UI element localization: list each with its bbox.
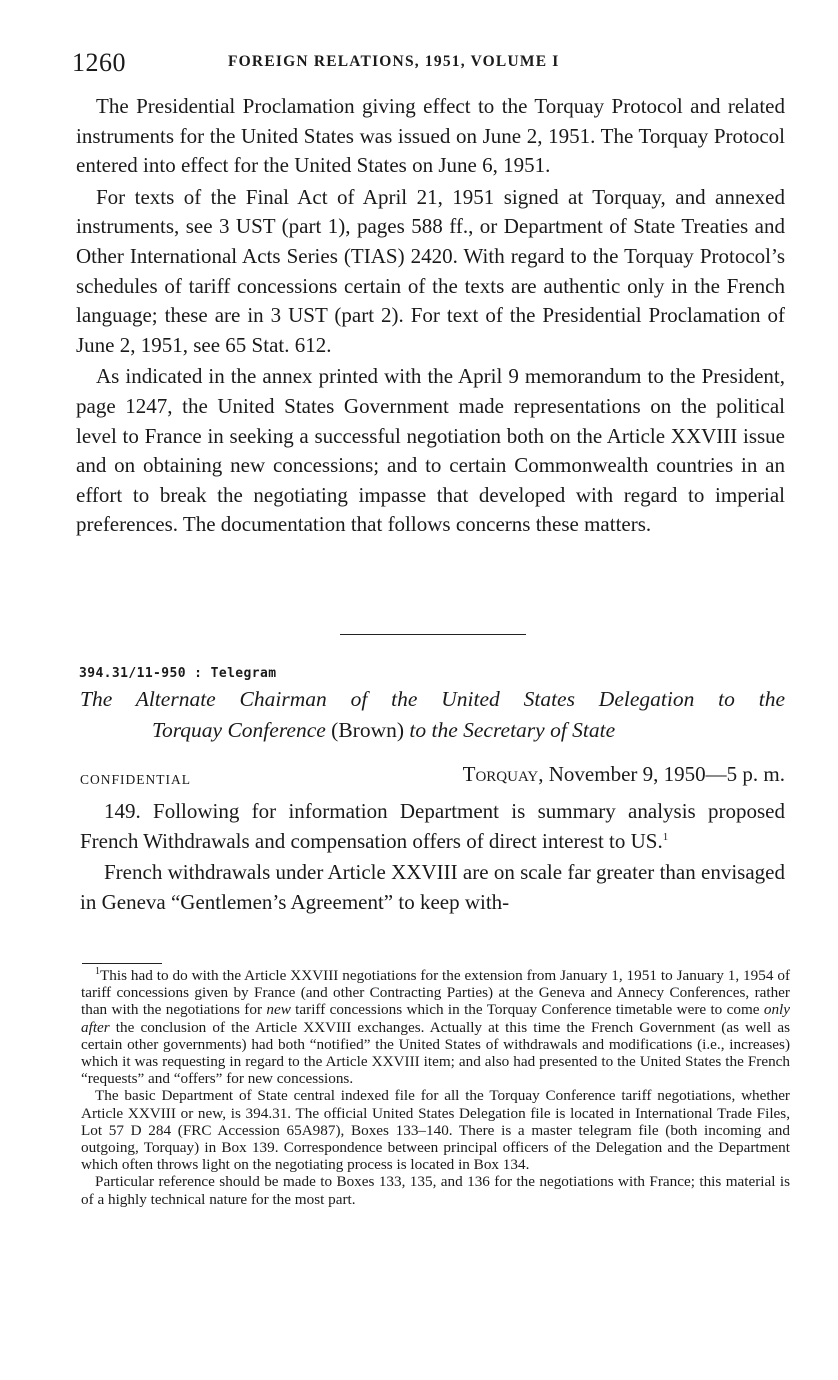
running-title: FOREIGN RELATIONS, 1951, VOLUME I [228,53,560,70]
intro-paragraph-1: The Presidential Proclamation giving effect to the Torquay Protocol and related instruments for the United States was issued on June 2, 1951. The Torquay Protocol entered into effect for the United States on June 6, 1951. [76,94,785,178]
document-title-conference: Torquay Conference [152,718,326,742]
footnote-1-continued-files: The basic Department of State central indexed file for all the Torquay Conference tariff negotiations, whether Article XXVIII or new, is 394.31. The official United States Delegation file is located in International Trade Files, Lot 57 D 284 (FRC Accession 65A987), Boxes 133–140. There is a master telegram file (both incoming and outgoing, Torquay) in Box 139. Correspondence between principal officers of the Delegation and the Department which often throws light on the negotiating process is located in Box 134. [81,1087,790,1174]
footnote-1-part-c: the conclusion of the Article XXVIII exchanges. Actually at this time the French Government (as well as certain other governments) had both “notified” the United States of withdrawals and modifications (i.e., increases) which it was requesting in regard to the Article XXVIII item; and also had presented to the United States the French “requests” and “offers” for new concessions. [81,1018,791,1088]
footnote-ref-1: 1 [662,830,669,843]
document-title-line-1: The Alternate Chairman of the United States Delegation to the [80,687,785,711]
footnote-rule [82,963,162,964]
section-divider [340,634,526,635]
intro-paragraph-3: As indicated in the annex printed with the April 9 memorandum to the President, page 1247, the United States Government made representations on the political level to France in seeking a successful negotiation both on the Article XXVIII issue and on obtaining new concessions; and to certain Commonwealth countries in an effort to break the negotiating impasse that developed with regard to imperial preferences. The documentation that follows concerns these matters. [76,364,785,537]
document-title-recipient: to the Secretary of State [409,718,616,742]
page-number: 1260 [72,48,126,77]
footnote-1-only-after: only after [81,1001,791,1036]
footnote-1-marker: 1 [95,965,100,977]
document-title-line-2 [80,715,785,746]
classification-line [80,760,785,794]
footnote-1-new: new [266,1001,291,1019]
document-title [80,684,785,746]
telegram-paragraph-1 [80,797,785,856]
intro-paragraph-2: For texts of the Final Act of April 21, 1951 signed at Torquay, and annexed instruments, see 3 UST (part 1), pages 588 ff., or Department of State Treaties and Other International Acts Series (TIAS) 2420. With regard to the Torquay Protocol’s schedules of tariff concessions certain of the texts are authentic only in the French language; these are in 3 UST (part 2). For text of the Presidential Proclamation of June 2, 1951, see 65 Stat. 612. [76,184,785,357]
footnote-1-part-a: This had to do with the Article XXVIII negotiations for the extension from January 1, 1951 to January 1, 1954 of tariff concessions given by France (and other Contracting Parties) at the Geneva and Annecy Conferences, rather than with the negotiations for [81,967,790,1019]
file-reference: 394.31/11-950 : Telegram [79,666,277,681]
dateline [463,762,785,787]
author-name: (Brown) [331,718,405,742]
telegram-paragraph-2: French withdrawals under Article XXVIII are on scale far greater than envisaged in Geneva “Gentlemen’s Agreement” to keep with- [80,860,785,914]
footnote-1-part-b: tariff concessions which in the Torquay Conference timetable were to come [295,1001,760,1019]
footnotes [81,967,790,1208]
footnote-1 [81,967,790,1087]
document-title-author [331,718,404,742]
editorial-note [76,92,785,542]
telegram-body [80,797,785,919]
running-head [72,48,792,80]
classification-marking: CONFIDENTIAL [80,772,191,787]
footnote-1-continued-france: Particular reference should be made to Boxes 133, 135, and 136 for the negotiations with France; this material is of a highly technical nature for the most part. [81,1173,790,1208]
dateline-time: November 9, 1950—5 p. m. [548,762,785,786]
telegram-paragraph-1-text: 149. Following for information Department is summary analysis proposed French Withdrawals and compensation offers of direct interest to US. [80,799,785,853]
dateline-place: Torquay, [462,762,544,786]
